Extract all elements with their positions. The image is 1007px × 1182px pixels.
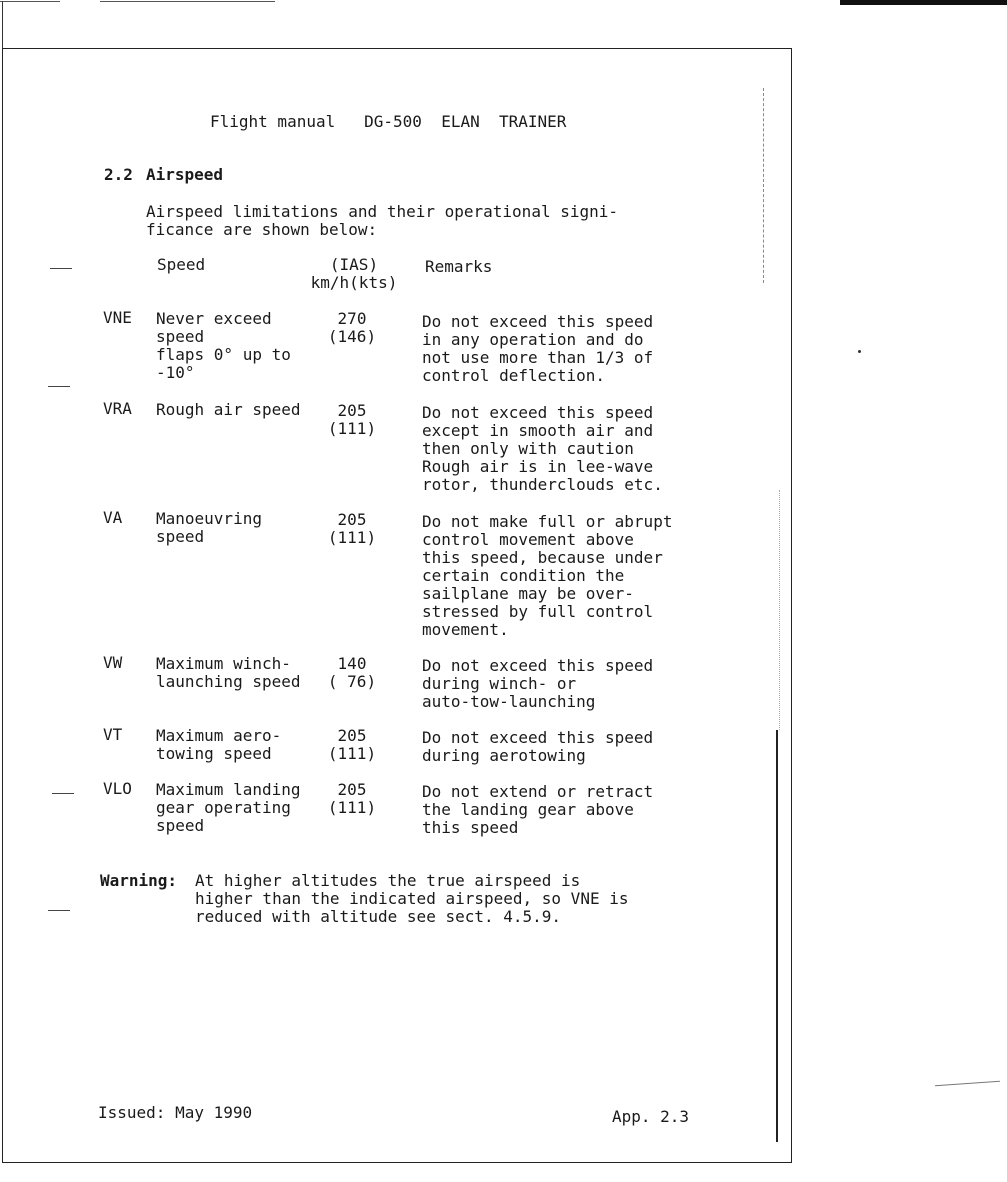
footer-issued-date: Issued: May 1990: [98, 1103, 253, 1122]
revision-bar: [776, 730, 778, 1142]
table-row-description: Maximum winch- launching speed: [156, 654, 301, 691]
table-row-remarks: Do not make full or abrupt control movement above this speed, because under certain condition the sailplane may be over- stressed by full control movement.: [422, 512, 673, 639]
table-row-description: Maximum landing gear operating speed: [156, 780, 301, 835]
page-header-title: Flight manual DG-500 ELAN TRAINER: [210, 112, 567, 131]
table-row-remarks: Do not extend or retract the landing gear above this speed: [422, 782, 654, 837]
table-row-value: 205 (111): [327, 401, 377, 438]
table-row-abbr: VW: [103, 653, 123, 672]
table-row-description: Rough air speed: [156, 400, 301, 419]
table-row-abbr: VA: [103, 508, 123, 527]
table-row-value: 205 (111): [327, 510, 377, 547]
scan-edge-line: [0, 1, 60, 2]
table-header-remarks: Remarks: [425, 257, 493, 276]
margin-mark: [48, 386, 70, 387]
scan-edge-line: [840, 0, 1007, 5]
table-row-value: 140 ( 76): [327, 654, 377, 691]
scan-speck: [935, 1081, 1000, 1087]
section-intro: Airspeed limitations and their operational signi- ficance are shown below:: [146, 202, 619, 239]
footer-page-number: App. 2.3: [612, 1107, 690, 1126]
scan-speck: [858, 350, 861, 353]
margin-mark: [50, 268, 72, 269]
table-row-remarks: Do not exceed this speed during aerotowing: [422, 728, 654, 765]
scan-edge-line: [100, 1, 275, 2]
warning-label: Warning:: [100, 871, 178, 890]
table-row-value: 270 (146): [327, 309, 377, 346]
table-row-value: 205 (111): [327, 726, 377, 763]
scan-edge-line: [2, 1, 3, 49]
table-row-remarks: Do not exceed this speed during winch- or auto-tow-launching: [422, 656, 654, 711]
table-row-abbr: VT: [103, 725, 123, 744]
warning-text: At higher altitudes the true airspeed is higher than the indicated airspeed, so VNE is reduced with altitude see sect. 4.5.9.: [195, 871, 629, 926]
margin-mark: [48, 910, 70, 911]
table-row-abbr: VRA: [103, 399, 132, 418]
table-row-remarks: Do not exceed this speed except in smooth air and then only with caution Rough air is in lee-wave rotor, thunderclouds etc.: [422, 403, 663, 494]
margin-mark: [52, 793, 74, 794]
section-title: Airspeed: [146, 165, 224, 184]
table-row-remarks: Do not exceed this speed in any operation and do not use more than 1/3 of control deflection.: [422, 312, 654, 385]
table-row-description: Never exceed speed flaps 0° up to -10°: [156, 309, 291, 382]
table-header-ias: (IAS) km/h(kts): [310, 255, 398, 292]
table-row-value: 205 (111): [327, 780, 377, 817]
section-number: 2.2: [104, 165, 133, 184]
table-row-abbr: VLO: [103, 779, 132, 798]
table-header-speed: Speed: [157, 255, 206, 274]
table-row-abbr: VNE: [103, 308, 132, 327]
scan-edge-line: [779, 490, 780, 730]
table-row-description: Maximum aero- towing speed: [156, 726, 282, 763]
revision-bar: [763, 88, 764, 283]
table-row-description: Manoeuvring speed: [156, 509, 262, 546]
